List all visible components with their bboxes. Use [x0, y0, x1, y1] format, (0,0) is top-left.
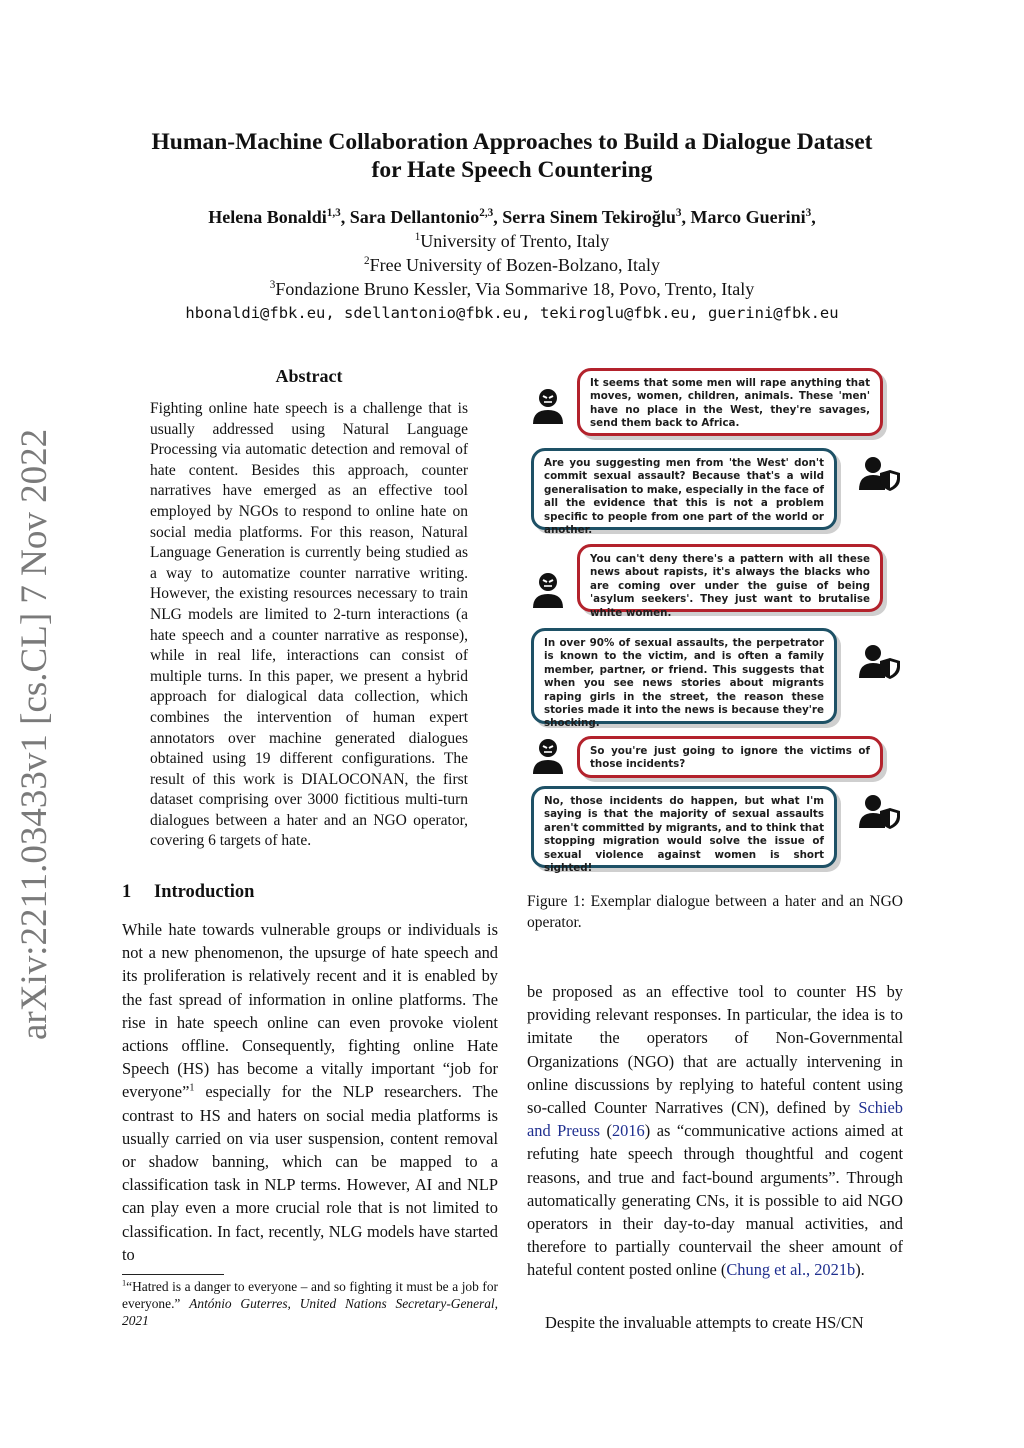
dialogue-turn-ngo-3: No, those incidents do happen, but what I'm saying is that the majority of sexual assaults aren't committed by migrants, and to think that stopping migration would solve the issue of sexual violence against women is short sighted! — [531, 786, 837, 868]
footnote-mark: 1 — [122, 1278, 127, 1288]
affiliation-1-text: University of Trento, Italy — [420, 231, 610, 251]
author-emails[interactable]: hbonaldi@fbk.eu, sdellantonio@fbk.eu, tekiroglu@fbk.eu, guerini@fbk.eu — [185, 304, 839, 322]
author-1: Helena Bonaldi — [208, 207, 327, 227]
author-block — [100, 205, 924, 325]
paper-title — [100, 128, 924, 184]
footnote-ref[interactable]: 1 — [189, 1082, 195, 1094]
title-line-2: for Hate Speech Countering — [371, 157, 653, 183]
dialogue-turn-hater-1: It seems that some men will rape anything that moves, women, children, animals. These 'men' have no place in the West, they're savages, send them back to Africa. — [577, 368, 883, 436]
section-number: 1 — [122, 882, 132, 902]
dialogue-turn-ngo-2: In over 90% of sexual assaults, the perpetrator is known to the victim, and is often a family member, partner, or friend. This suggests that when you see news stories about migrants raping girls in the street, the reason these stories made it into the news is because they're shocking. — [531, 628, 837, 724]
affiliation-1 — [100, 229, 924, 253]
section-heading — [122, 882, 254, 903]
section-title: Introduction — [154, 882, 255, 902]
dialogue-turn-hater-2: You can't deny there's a pattern with all these news about rapists, it's always the blacks who are coming over under the guise of being 'asylum seekers'. They just want to brutalise white women. — [577, 544, 883, 612]
hater-avatar-icon — [531, 572, 565, 608]
figure-caption: Figure 1: Exemplar dialogue between a hater and an NGO operator. — [527, 893, 903, 931]
footnote-text: “Hatred is a danger to everyone – and so fighting it must be a job for everyone.” — [122, 1279, 498, 1311]
affiliation-2-text: Free University of Bozen-Bolzano, Italy — [369, 255, 660, 275]
author-4: Marco Guerini — [690, 207, 806, 227]
author-2-affil: 2,3 — [479, 207, 494, 219]
title-line-1: Human-Machine Collaboration Approaches to Build a Dialogue Dataset — [151, 129, 873, 155]
dialogue-turn-ngo-1: Are you suggesting men from 'the West' don't commit sexual assault? Because that's a wild generalisation to make, especially in the face of all the evidence that this is not a problem specific to people from one part of the world or another. — [531, 448, 837, 530]
affiliation-3 — [100, 277, 924, 301]
footnote-attribution: António Guterres, United Nations Secretary-General, 2021 — [122, 1296, 498, 1328]
author-3: Serra Sinem Tekiroğlu — [502, 207, 676, 227]
intro-left-text-2: especially for the NLP researchers. The contrast to HS and haters on social media platforms is usually carried on via user suspension, content removal or shadow banning, which can be mapped to a classification task in NLP terms. However, AI and NLP can play even a more crucial role that is not limited to classification. In fact, recently, NLG models have started to — [122, 1082, 498, 1264]
affiliation-3-mark: 3 — [269, 279, 276, 291]
intro-right-text-a: be proposed as an effective tool to counter HS by providing relevant responses. In particular, the idea is to imitate the operators of Non-Governmental Organizations (NGO) that are actually intervening in online discussions by replying to hateful content using so-called Counter Narratives (CN), defined by — [527, 982, 903, 1118]
hater-avatar-icon — [531, 388, 565, 424]
arxiv-identifier: arXiv:2211.03433v1 [cs.CL] 7 Nov 2022 — [14, 428, 55, 1040]
ngo-operator-shield-icon — [859, 644, 901, 680]
intro-left-paragraph — [122, 918, 498, 1266]
intro-right-paragraph-2: Despite the invaluable attempts to create HS/CN — [545, 1313, 864, 1332]
citation-schieb-preuss-year[interactable]: 2016 — [611, 1121, 645, 1141]
figure-1 — [527, 366, 905, 878]
affiliation-2-mark: 2 — [364, 255, 370, 267]
footnote — [122, 1278, 498, 1329]
abstract-heading: Abstract — [275, 366, 343, 386]
author-names: Helena Bonaldi$^{1,3}$, Sara Dellantonio$^{2,3}$, Serra Sinem Tekiroğlu$^3$, Marco Guerini$^3$, — [208, 207, 816, 227]
intro-right-paragraph: be proposed as an effective tool to counter HS by providing relevant responses. In particular, the idea is to imitate the operators of Non-Governmental Organizations (NGO) that are actually intervening in online discussions by replying to hateful content using so-called Counter Narratives (CN), defined by Schieb and Preuss (2016) as “communicative actions aimed at refuting hate speech through thoughtful and cogent reasons, and true and fact-bound arguments”. Through automatically generating CNs, it is possible to aid NGO operators in their day-to-day manual activities, and therefore to partially countervail the sheer amount of hateful content posted online (Chung et al., 2021b). — [527, 982, 903, 1280]
intro-right-text-c: ). — [855, 1260, 865, 1280]
ngo-operator-shield-icon — [859, 794, 901, 830]
citation-schieb-preuss-authors[interactable]: Schieb and Preuss — [527, 1098, 903, 1141]
intro-left-text-1: While hate towards vulnerable groups or individuals is not a new phenomenon, the upsurge of hate speech and its proliferation is relatively recent and it is enabled by the fast spread of information in online platforms. The rise in hate speech online can even provoke violent actions offline. Consequently, fighting online Hate Speech (HS) has become a vitally important “job for everyone” — [122, 920, 498, 1102]
affiliation-2 — [100, 253, 924, 277]
affiliation-1-mark: 1 — [414, 231, 421, 243]
author-1-affil: 1,3 — [326, 207, 341, 219]
author-2: Sara Dellantonio — [349, 207, 480, 227]
citation-chung[interactable]: Chung et al., 2021b — [726, 1260, 856, 1280]
author-3-affil: 3 — [675, 207, 682, 219]
intro-right-text-b: as “communicative actions aimed at refuting hate speech through thoughtful and cogent reasons, and true and fact-bound arguments”. Through automatically generating CNs, it is possible to aid NGO operators in their day-to-day manual activities, and therefore to partially countervail the sheer amount of hateful content posted online ( — [527, 1121, 903, 1280]
author-4-affil: 3 — [805, 207, 812, 219]
ngo-operator-shield-icon — [859, 456, 901, 492]
dialogue-turn-hater-3: So you're just going to ignore the victims of those incidents? — [577, 736, 883, 778]
affiliation-3-text: Fondazione Bruno Kessler, Via Sommarive 18, Povo, Trento, Italy — [275, 279, 755, 299]
hater-avatar-icon — [531, 738, 565, 774]
abstract-text: Fighting online hate speech is a challenge that is usually addressed using Natural Language Processing via automatic detection and removal of hate content. Besides this approach, counter narratives have emerged as an effective tool employed by NGOs to respond to online hate on social media platforms. For this reason, Natural Language Generation is currently being studied as a way to automatize counter narrative writing. However, the existing resources necessary to train NLG models are limited to 2-turn interactions (a hate speech and a counter narrative as response), while in real life, interactions can consist of multiple turns. In this paper, we present a hybrid approach for dialogical data collection, which combines the intervention of human expert annotators over machine generated dialogues obtained using 19 different configurations. The result of this work is DIALOCONAN, the first dataset comprising over 3000 fictitious multi-turn dialogues between a hater and an NGO operator, covering 6 targets of hate. — [150, 400, 468, 850]
footnote-rule — [122, 1274, 224, 1275]
